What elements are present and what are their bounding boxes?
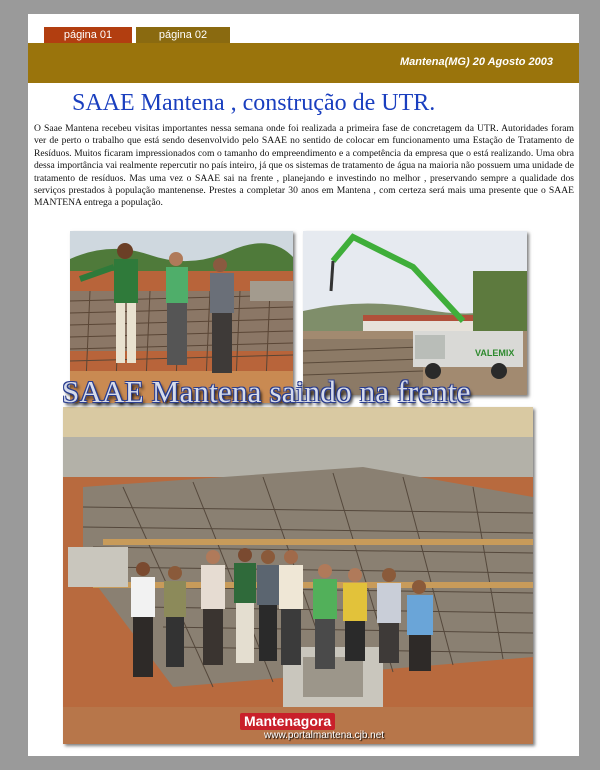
dateline: Mantena(MG) 20 Agosto 2003	[399, 56, 553, 68]
photo-group-site	[63, 407, 533, 744]
photo-overlay-caption: SAAE Mantena saindo na frente	[62, 374, 471, 409]
page-tabs	[28, 27, 579, 43]
portal-url[interactable]: www.portalmantena.cjb.net	[264, 730, 385, 741]
mantenagora-logo: Mantenagora	[240, 713, 335, 730]
newsletter-page	[28, 14, 579, 756]
tab-pagina-02[interactable]: página 02	[136, 27, 230, 43]
article-body: O Saae Mantena recebeu visitas importantes nessa semana onde foi realizada a primeira fase de concretagem da UTR. Autoridades foram ver de perto o trabalho que está sendo desenvolvido pelo SAAE no sentido de colocar em funcionamento uma Estação de Tratamento de Resíduos. Muitos ficaram impressionados com o tamanho do empreendimento e a competência da empresa que o está realizando. Uma obra dessa importância vai realmente repercutir no país inteiro, já que os sistemas de tratamento de água na maioria não possuem uma unidade de tratamento de resíduos. Mas uma vez o SAAE sai na frente , planejando e investindo no melhor , preservando sempre a qualidade dos serviços prestados à população mantenense. Prestes a completar 30 anos em Mantena , com certeza será mais uma presente que o SAAE MANTENA entrega a população.	[34, 123, 574, 209]
truck-label: VALEMIX	[475, 348, 515, 358]
header-band	[28, 43, 579, 83]
photo-concrete-truck	[303, 231, 527, 395]
article-title: SAAE Mantena , construção de UTR.	[72, 90, 436, 116]
tab-pagina-01[interactable]: página 01	[44, 27, 132, 43]
